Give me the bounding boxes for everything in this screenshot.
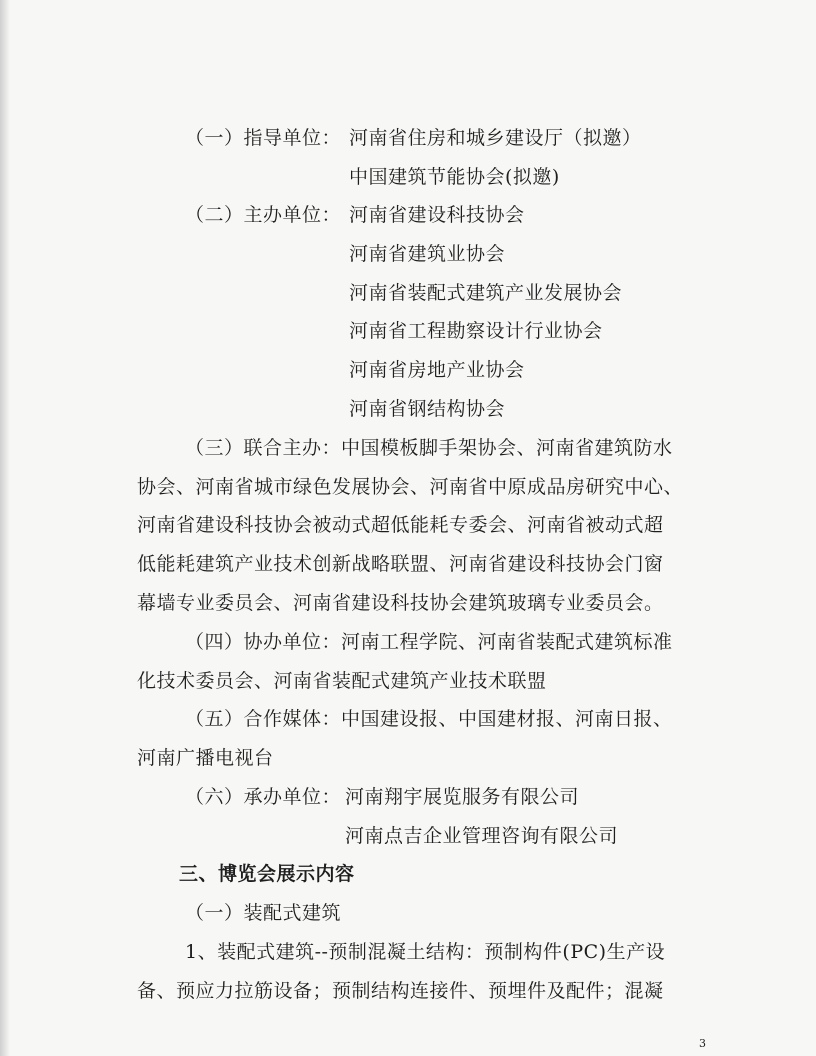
guiding-unit-2: 中国建筑节能协会(拟邀) (349, 166, 560, 188)
media-line-2: 河南广播电视台 (137, 747, 274, 769)
host-label: （二）主办单位： (185, 204, 342, 226)
co-host-line-4: 低能耗建筑产业技术创新战略联盟、河南省建设科技协会门窗 (137, 553, 664, 575)
organizer-unit-2: 河南点吉企业管理咨询有限公司 (345, 825, 619, 847)
support-line-2: 化技术委员会、河南省装配式建筑产业技术联盟 (137, 670, 547, 692)
subsection-prefab: （一）装配式建筑 (185, 902, 342, 924)
co-host-line-5: 幕墙专业委员会、河南省建设科技协会建筑玻璃专业委员会。 (137, 592, 664, 614)
host-unit-4: 河南省工程勘察设计行业协会 (349, 320, 603, 342)
host-unit-3: 河南省装配式建筑产业发展协会 (349, 282, 623, 304)
guiding-label: （一）指导单位： (185, 127, 342, 149)
support-line-1: （四）协办单位：河南工程学院、河南省装配式建筑标准 (185, 631, 673, 653)
co-host-line-2: 协会、河南省城市绿色发展协会、河南省中原成品房研究中心、 (137, 476, 684, 498)
item1-line-1: 1、装配式建筑--预制混凝土结构：预制构件(PC)生产设 (185, 941, 666, 963)
section-heading: 三、博览会展示内容 (179, 863, 355, 885)
guiding-unit-1: 河南省住房和城乡建设厅（拟邀） (349, 127, 642, 149)
item1-line-2: 备、预应力拉筋设备；预制结构连接件、预埋件及配件；混凝 (137, 980, 664, 1002)
organizer-label: （六）承办单位： (185, 786, 342, 808)
page-number: 3 (699, 1037, 706, 1050)
co-host-line-3: 河南省建设科技协会被动式超低能耗专委会、河南省被动式超 (137, 514, 664, 536)
media-line-1: （五）合作媒体：中国建设报、中国建材报、河南日报、 (185, 708, 673, 730)
host-unit-1: 河南省建设科技协会 (349, 204, 525, 226)
organizer-unit-1: 河南翔宇展览服务有限公司 (345, 786, 580, 808)
host-unit-5: 河南省房地产业协会 (349, 359, 525, 381)
host-unit-2: 河南省建筑业协会 (349, 243, 506, 265)
host-unit-6: 河南省钢结构协会 (349, 398, 506, 420)
co-host-line-1: （三）联合主办：中国模板脚手架协会、河南省建筑防水 (185, 437, 673, 459)
scan-edge-shadow (0, 0, 10, 1056)
